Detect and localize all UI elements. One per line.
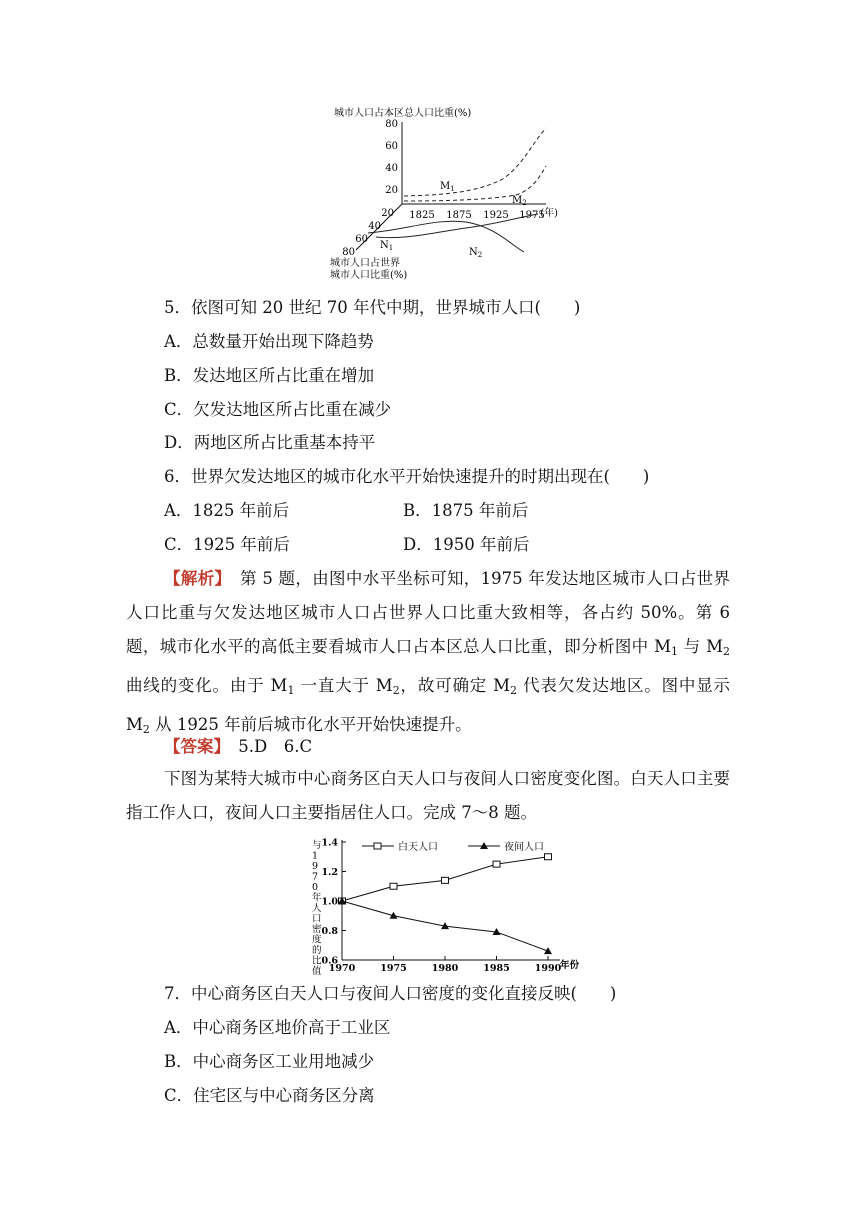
fig1-lower-axis-label-2: 城市人口比重(%) <box>330 270 408 281</box>
fig1-year-tick: 1925 <box>483 210 509 221</box>
q5-option-a[interactable]: A．总数量开始出现下降趋势 <box>164 332 374 351</box>
day-population-point <box>493 861 500 867</box>
y-tick-label: 0.8 <box>321 926 338 937</box>
x-tick-label: 1990 <box>534 963 562 974</box>
q5-stem: 5．依图可知 20 世纪 70 年代中期，世界城市人口( ) <box>164 298 581 317</box>
m2-curve <box>404 166 546 201</box>
fig1-lower-tick: 20 <box>381 208 394 219</box>
x-tick-label: 1985 <box>483 963 510 974</box>
fig1-upper-tick: 40 <box>385 163 398 174</box>
q6-option-d[interactable]: D．1950 年前后 <box>403 535 530 554</box>
q7-option-a[interactable]: A．中心商务区地价高于工业区 <box>164 1018 391 1037</box>
answer-line <box>164 736 312 758</box>
legend-night-label: 夜间人口 <box>504 842 544 853</box>
m1-curve <box>404 128 546 196</box>
intro-paragraph: 下图为某特大城市中心商务区白天人口与夜间人口密度变化图。白天人口主要指工作人口，夜间人口主要指居住人口。完成 7～8 题。 <box>126 769 730 822</box>
y-tick-label: 1.0 <box>321 896 338 908</box>
q5-option-d[interactable]: D．两地区所占比重基本持平 <box>164 433 376 452</box>
fig1-year-tick: 1875 <box>446 210 472 221</box>
night-population-point <box>544 947 552 954</box>
x-tick-label: 1980 <box>431 963 459 974</box>
answer-tag: 【答案】 <box>164 737 222 756</box>
day-population-point <box>390 883 397 889</box>
fig1-upper-tick: 60 <box>385 141 398 152</box>
y-tick-label: 1.4 <box>321 837 338 849</box>
q5-option-b[interactable]: B．发达地区所占比重在增加 <box>164 366 375 385</box>
fig1-lower-axis-label-1: 城市人口占世界 <box>330 258 400 269</box>
urbanization-figure <box>326 100 556 285</box>
q6-option-c[interactable]: C．1925 年前后 <box>164 535 290 554</box>
analysis-tag: 【解析】 <box>164 569 224 588</box>
x-tick-label: 1975 <box>380 963 407 974</box>
m1-label: $M_1$ <box>440 181 455 193</box>
q7-option-c[interactable]: C．住宅区与中心商务区分离 <box>164 1086 375 1105</box>
population-density-chart <box>298 834 628 977</box>
fig1-lower-tick: 40 <box>368 221 381 232</box>
fig1-upper-tick: 20 <box>385 185 398 196</box>
chart-ylabel: 与 1 9 7 0 年人口密度的比值 <box>312 840 322 977</box>
day-population-point <box>442 877 449 883</box>
m2-label: $M_2$ <box>512 195 527 207</box>
fig1-upper-axis-label: 城市人口占本区总人口比重(%) <box>334 108 472 119</box>
legend-day-label: 白天人口 <box>398 842 438 853</box>
x-tick-label: 1970 <box>328 963 356 974</box>
fig1-upper-tick: 80 <box>385 119 398 130</box>
fig1-lower-tick: 60 <box>355 234 368 245</box>
q7-option-b[interactable]: B．中心商务区工业用地减少 <box>164 1052 375 1071</box>
fig1-year-tick: 1975 <box>519 210 545 221</box>
y-tick-label: 0.6 <box>321 955 338 967</box>
n2-label: $N_2$ <box>469 247 483 259</box>
fig1-year-tick: 1825 <box>409 210 435 221</box>
analysis-paragraph: 【解析】 第 5 题，由图中水平坐标可知，1975 年发达地区城市人口占世界人口比重与欠发达地区城市人口占世界人口比重大致相等，各占约 50%。第 6 题，城市化水平的高低主要看城市人口占本区总人口比重，即分析图中 $M_1$ 与 $M_2$ 曲线的变化。由于 $M_1$ 一直大于 $M_2$，故可确定 $M_2$ 代表欠发达地区。图中显示 $M_2$ 从 1925 年前后城市化水平开始快速提升。 <box>126 569 731 736</box>
chart-x-unit: 年份 <box>560 960 580 971</box>
q6-option-b[interactable]: B．1875 年前后 <box>403 501 529 520</box>
fig1-year-unit: (年) <box>540 208 558 219</box>
q5-option-c[interactable]: C．欠发达地区所占比重在减少 <box>164 400 392 419</box>
fig1-lower-tick: 80 <box>342 247 355 258</box>
answer-text: 5.D 6.C <box>221 737 313 756</box>
q7-stem: 7．中心商务区白天人口与夜间人口密度的变化直接反映( ) <box>164 984 617 1003</box>
q6-option-a[interactable]: A．1825 年前后 <box>164 501 290 520</box>
n1-label: $N_1$ <box>380 240 394 252</box>
q6-stem: 6．世界欠发达地区的城市化水平开始快速提升的时期出现在( ) <box>164 467 650 486</box>
y-tick-label: 1.2 <box>321 867 338 878</box>
day-population-point <box>545 854 552 860</box>
legend-day-marker <box>374 843 381 849</box>
